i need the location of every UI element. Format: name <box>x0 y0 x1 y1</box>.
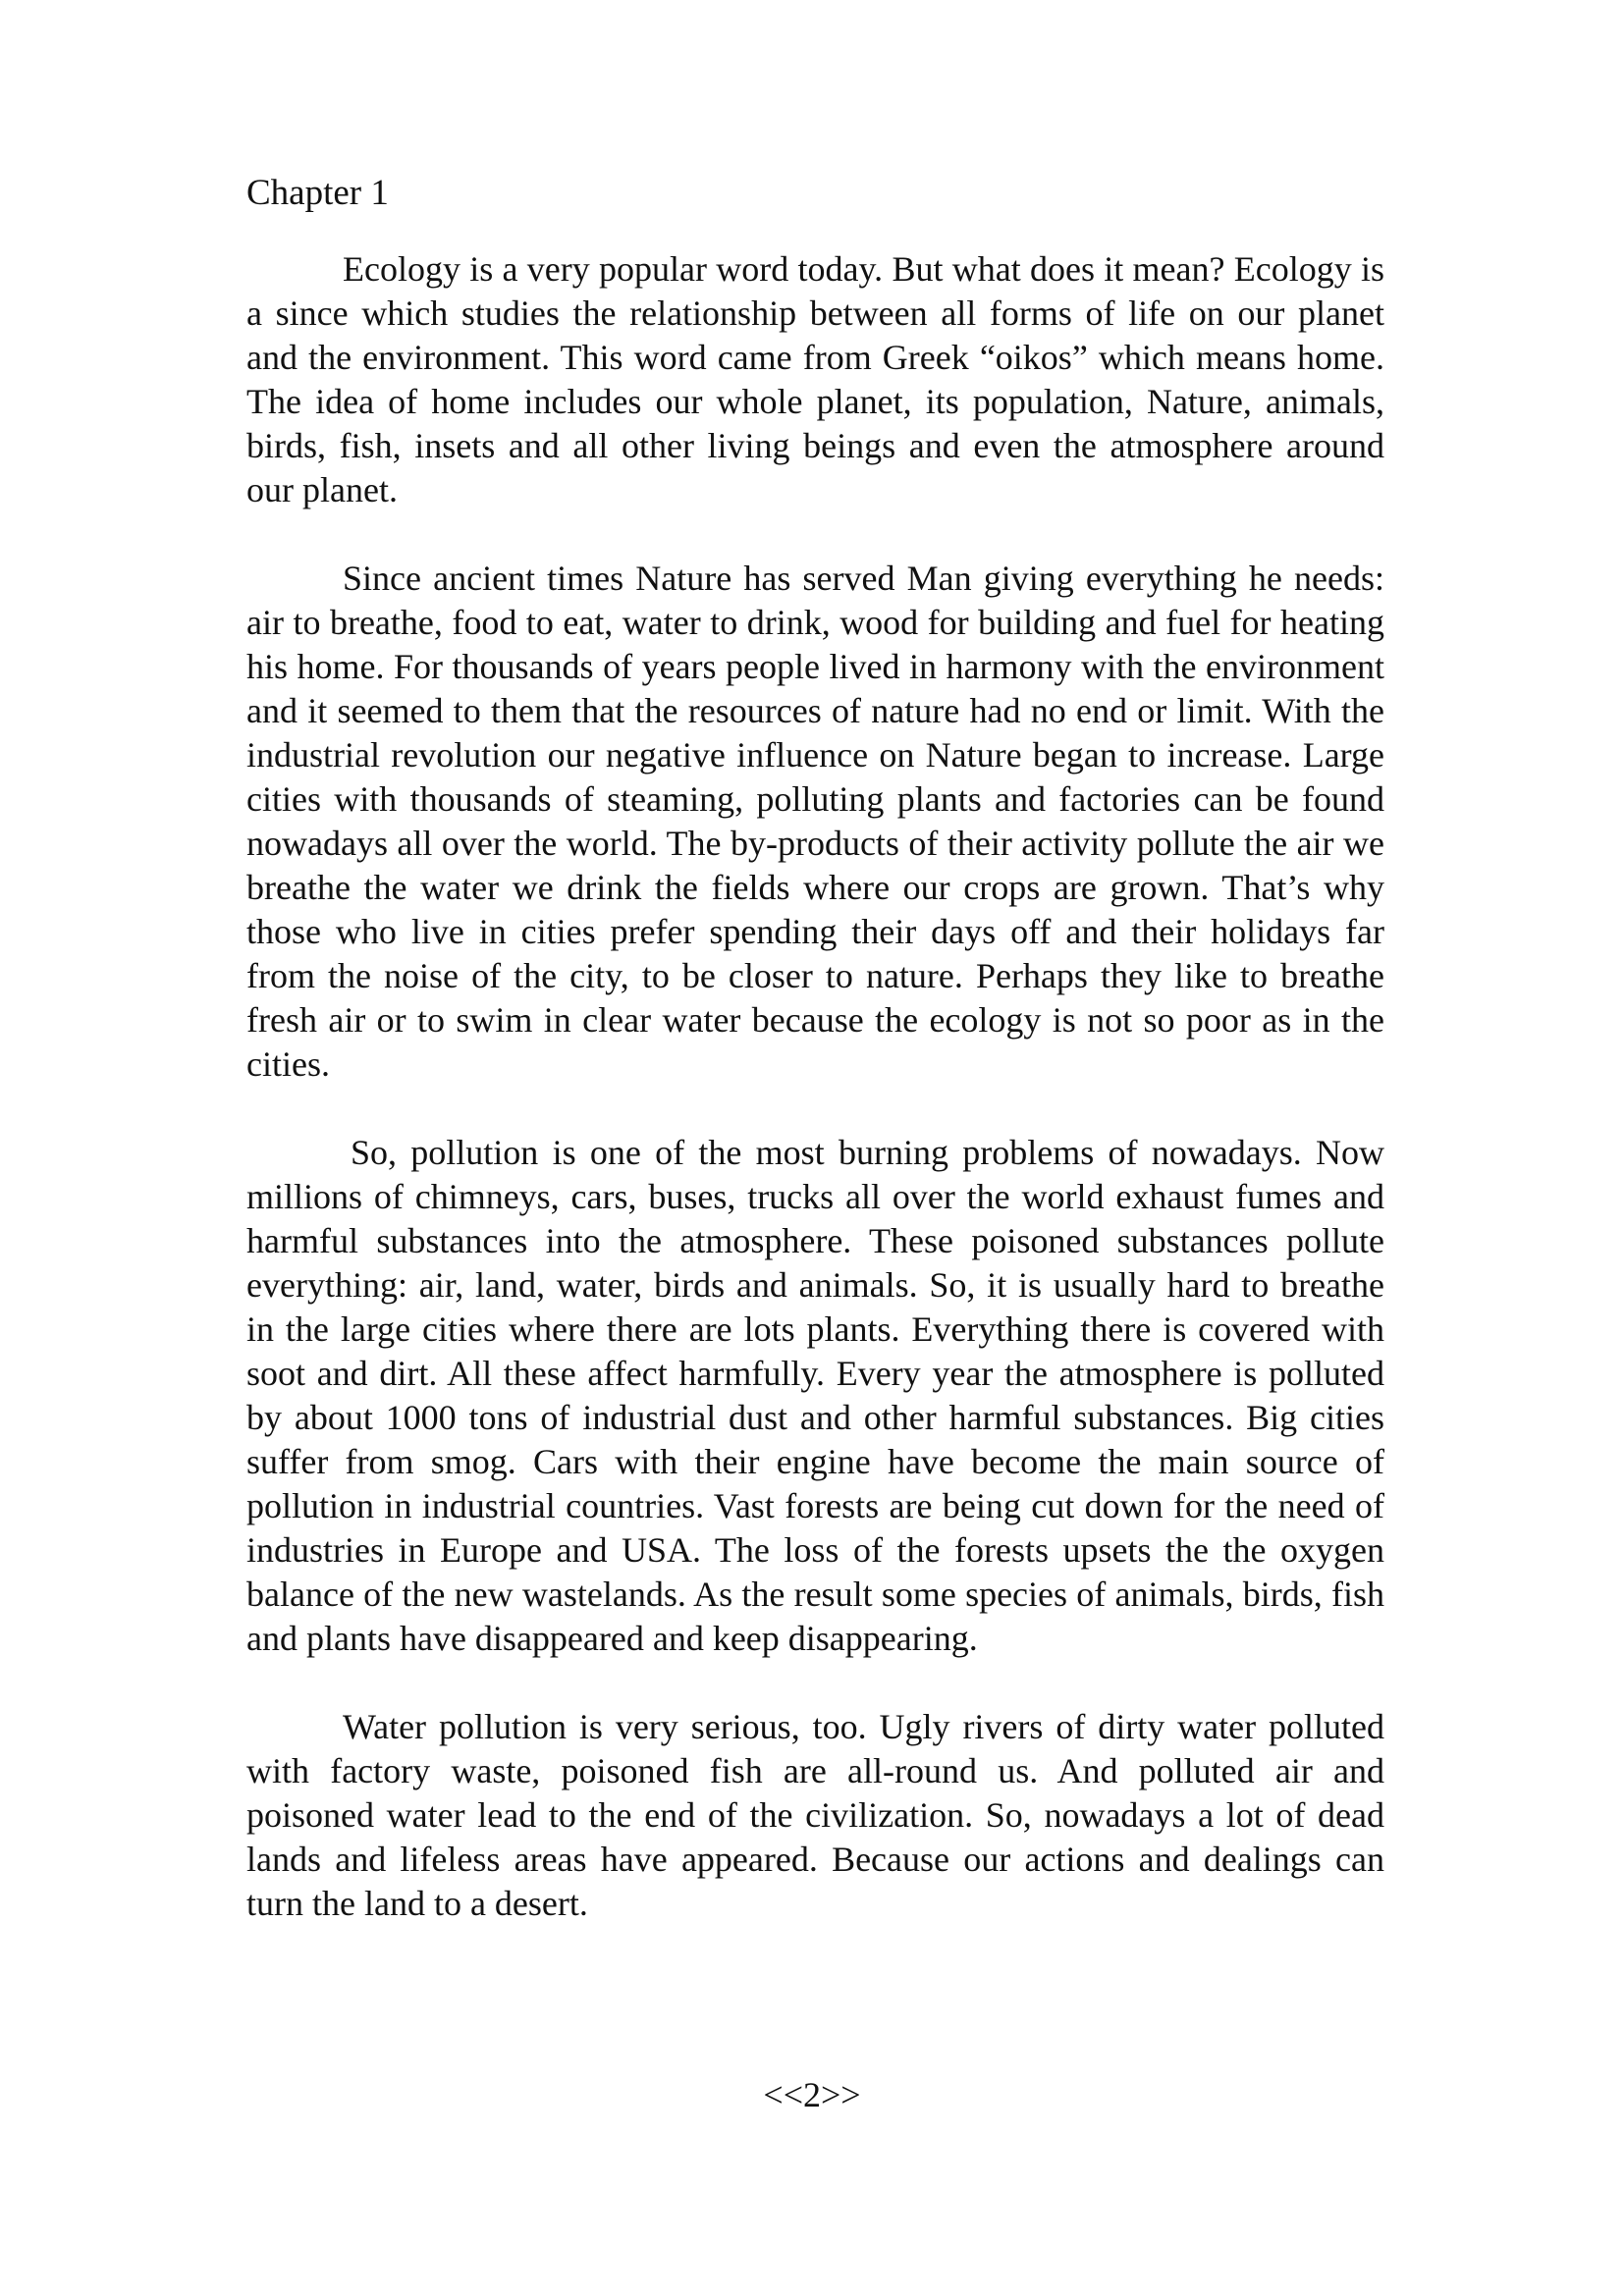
body-text <box>246 247 1384 1970</box>
page-number: <<2>> <box>763 2075 861 2114</box>
paragraph-ecology-definition: Ecology is a very popular word today. But what does it mean? Ecology is a since which studies the relationship between all forms of life on our planet and the environment. This word came from Greek “oikos” which means home. The idea of home includes our whole planet, its population, Nature, animals, birds, fish, insets and all other living beings and even the atmosphere around our planet. <box>246 249 1384 509</box>
paragraph-water-pollution: Water pollution is very serious, too. Ugly rivers of dirty water polluted with factory waste, poisoned fish are all-round us. And polluted air and poisoned water lead to the end of the civilization. So, nowadays a lot of dead lands and lifeless areas have appeared. Because our actions and dealings can turn the land to a desert. <box>246 1707 1384 1923</box>
chapter-title: Chapter 1 <box>246 173 389 213</box>
paragraph-air-pollution: So, pollution is one of the most burning problems of nowadays. Now millions of chimneys, cars, buses, trucks all over the world exhaust fumes and harmful substances into the atmosphere. These poisoned substances pollute everything: air, land, water, birds and animals. So, it is usually hard to breathe in the large cities where there are lots plants. Everything there is covered with soot and dirt. All these affect harmfully. Every year the atmosphere is polluted by about 1000 tons of industrial dust and other harmful substances. Big cities suffer from smog. Cars with their engine have become the main source of pollution in industrial countries. Vast forests are being cut down for the need of industries in Europe and USA. The loss of the forests upsets the the oxygen balance of the new wastelands. As the result some species of animals, birds, fish and plants have disappeared and keep disappearing. <box>246 1133 1384 1658</box>
paragraph-nature-and-man: Since ancient times Nature has served Man giving everything he needs: air to breathe, food to eat, water to drink, wood for building and fuel for heating his home. For thousands of years people lived in harmony with the environment and it seemed to them that the resources of nature had no end or limit. With the industrial revolution our negative influence on Nature began to increase. Large cities with thousands of steaming, polluting plants and factories can be found nowadays all over the world. The by-products of their activity pollute the air we breathe the water we drink the fields where our crops are grown. That’s why those who live in cities prefer spending their days off and their holidays far from the noise of the city, to be closer to nature. Perhaps they like to breathe fresh air or to swim in clear water because the ecology is not so poor as in the cities. <box>246 559 1384 1084</box>
